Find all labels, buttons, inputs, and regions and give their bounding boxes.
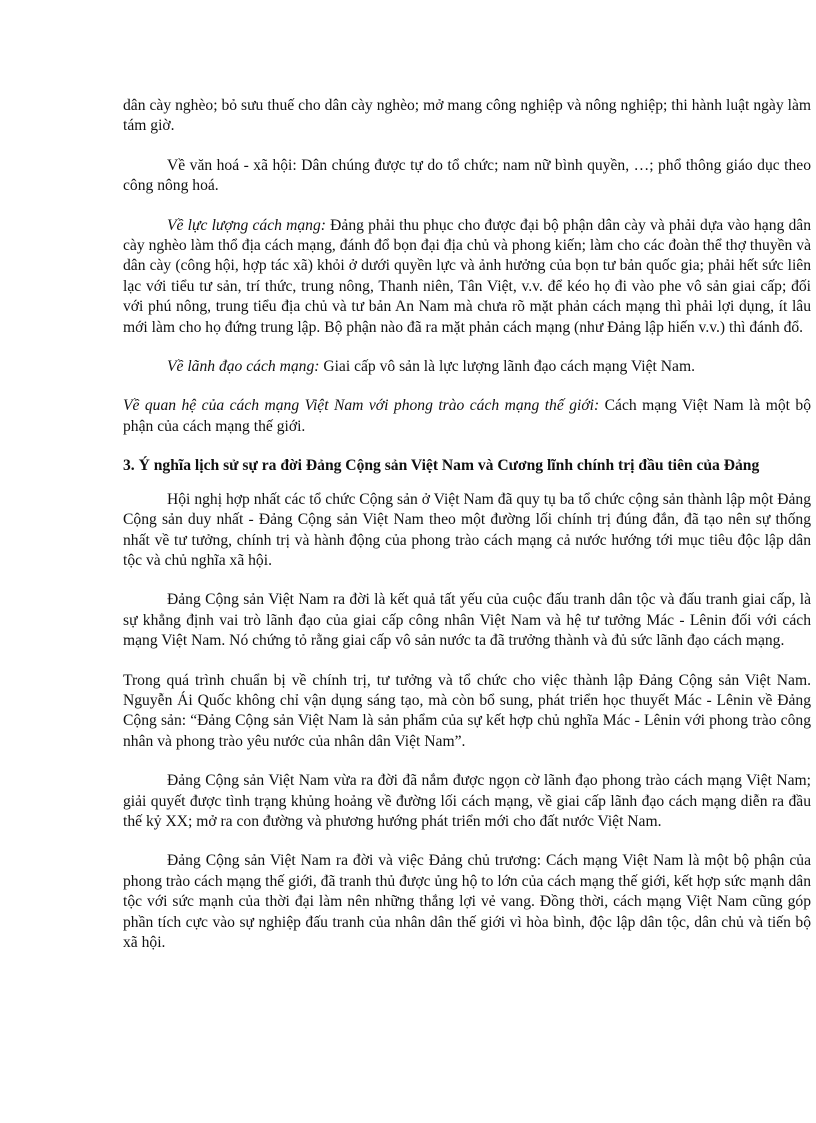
paragraph-land-policy: dân cày nghèo; bỏ sưu thuế cho dân cày nghèo; mở mang công nghiệp và nông nghiệp; thi hành luật ngày làm tám giờ. bbox=[123, 97, 811, 135]
paragraph-culture-society: Về văn hoá - xã hội: Dân chúng được tự do tổ chức; nam nữ bình quyền, …; phổ thông giáo dục theo công nông hoá. bbox=[123, 156, 811, 195]
label-world-relations: Về quan hệ của cách mạng Việt Nam với phong trào cách mạng thế giới: bbox=[123, 397, 600, 415]
paragraph-leadership-flag: Đảng Cộng sản Việt Nam vừa ra đời đã nắm được ngọn cờ lãnh đạo phong trào cách mạng Việt Nam; giải quyết được tình trạng khủng hoảng về đường lối cách mạng, về giai cấp lãnh đạo cách mạng diễn ra đầu thế kỷ XX; mở ra con đường và phương hướng phát triển mới cho đất nước Việt Nam. bbox=[123, 772, 811, 830]
paragraph-revolutionary-forces bbox=[123, 216, 811, 338]
paragraph-world-revolution: Đảng Cộng sản Việt Nam ra đời và việc Đảng chủ trương: Cách mạng Việt Nam là một bộ phận của phong trào cách mạng thế giới, đã tranh thủ được ủng hộ to lớn của cách mạng thế giới, kết hợp sức mạnh dân tộc với sức mạnh của thời đại làm nên những thắng lợi vẻ vang. Đồng thời, cách mạng Việt Nam cũng góp phần tích cực vào sự nghiệp đấu tranh của nhân dân thế giới vì hòa bình, độc lập dân tộc, dân chủ và tiến bộ xã hội. bbox=[123, 852, 811, 951]
paragraph-revolutionary-leadership bbox=[123, 357, 811, 377]
document-page bbox=[123, 96, 811, 953]
text-revolutionary-leadership: Giai cấp vô sản là lực lượng lãnh đạo cách mạng Việt Nam. bbox=[319, 358, 695, 376]
paragraph-world-relations bbox=[123, 396, 811, 437]
section-heading: 3. Ý nghĩa lịch sử sự ra đời Đảng Cộng sản Việt Nam và Cương lĩnh chính trị đầu tiên của Đảng bbox=[123, 457, 760, 475]
label-revolutionary-forces: Về lực lượng cách mạng: bbox=[167, 216, 326, 234]
paragraph-preparation: Trong quá trình chuẩn bị về chính trị, tư tưởng và tổ chức cho việc thành lập Đảng Cộng sản Việt Nam. Nguyễn Ái Quốc không chỉ vận dụng sáng tạo, mà còn bổ sung, phát triển học thuyết Mác - Lênin về Đảng Cộng sản: “Đảng Cộng sản Việt Nam là sản phẩm của sự kết hợp chủ nghĩa Mác - Lênin với phong trào công nhân và phong trào yêu nước của nhân dân Việt Nam”. bbox=[123, 671, 811, 750]
text-revolutionary-forces: Đảng phải thu phục cho được đại bộ phận dân cày và phải dựa vào hạng dân cày nghèo làm thổ địa cách mạng, đánh đổ bọn đại địa chủ và phong kiến; làm cho các đoàn thể thợ thuyền và dân cày (công hội, hợp tác xã) khỏi ở dưới quyền lực và ảnh hưởng của bọn tư bản quốc gia; phải hết sức liên lạc với tiểu tư sản, trí thức, trung nông, Thanh niên, Tân Việt, v.v. để kéo họ đi vào phe vô sản giai cấp; đối với phú nông, trung tiểu địa chủ và tư bản An Nam mà chưa rõ mặt phản cách mạng thì phải lợi dụng, ít lâu mới làm cho họ đứng trung lập. Bộ phận nào đã ra mặt phản cách mạng (như Đảng lập hiến v.v.) thì đánh đổ. bbox=[123, 216, 811, 336]
paragraph-inevitable-result: Đảng Cộng sản Việt Nam ra đời là kết quả tất yếu của cuộc đấu tranh dân tộc và đấu tranh giai cấp, là sự khẳng định vai trò lãnh đạo của giai cấp công nhân Việt Nam và hệ tư tưởng Mác - Lênin đối với cách mạng Việt Nam. Nó chứng tỏ rằng giai cấp vô sản nước ta đã trưởng thành và đủ sức lãnh đạo cách mạng. bbox=[123, 591, 811, 650]
label-revolutionary-leadership: Về lãnh đạo cách mạng: bbox=[167, 358, 320, 376]
text-world-relations: Cách mạng Việt Nam là một bộ phận của cách mạng thế giới. bbox=[123, 397, 811, 435]
paragraph-unification: Hội nghị hợp nhất các tổ chức Cộng sản ở Việt Nam đã quy tụ ba tổ chức cộng sản thành lập một Đảng Cộng sản duy nhất - Đảng Cộng sản Việt Nam theo một đường lối chính trị đúng đắn, đã tạo nên sự thống nhất về tư tưởng, chính trị và hành động của phong trào cách mạng cả nước hướng tới mục tiêu độc lập dân tộc và chủ nghĩa xã hội. bbox=[123, 490, 811, 569]
